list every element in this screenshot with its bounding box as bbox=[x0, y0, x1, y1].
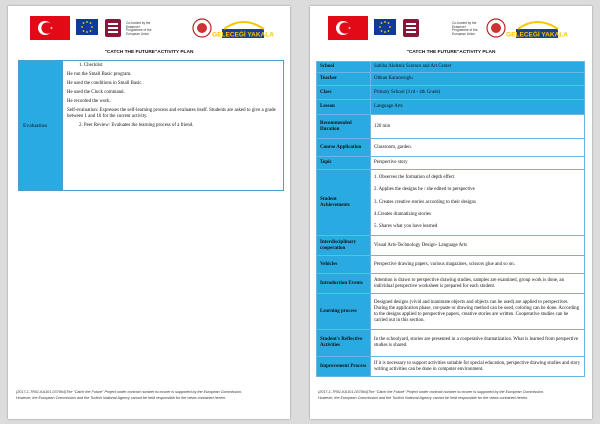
table-row bbox=[317, 236, 585, 256]
evaluation-label: Evaluation bbox=[19, 61, 63, 190]
footer-disclaimer: (2017-1-TR01-KA101-037964)The "Catch the Future" Project under contract number is=ncurer is supported by the European Commission. However, the European Commission and the Turkish National Agency cannot be held responsible for the views contained herein. bbox=[318, 390, 544, 400]
turkey-flag-icon bbox=[30, 16, 70, 40]
achievement-item: 5. Shares what you have learned bbox=[374, 224, 438, 230]
turkey-flag-icon bbox=[328, 16, 368, 40]
school-seal-icon bbox=[192, 18, 212, 38]
row-value: Perspective story bbox=[371, 157, 585, 170]
row-value: 120 min bbox=[371, 115, 585, 139]
row-value: Designed designs (vivid and inanimate objects and objects can be used) are applied to perspectives. During the application phase, cut-paste or drawing method can be used, coloring can be done. According to the designs applied to perspective papers, creative stories are written. Cooperative studies can be carried out in this section. bbox=[371, 294, 585, 330]
row-key: Class bbox=[317, 86, 371, 100]
row-key: Recommended Duration bbox=[317, 115, 371, 139]
row-key: Improvement Process bbox=[317, 357, 371, 377]
row-value: Visual Arts-Technology Design- Language Arts bbox=[371, 236, 585, 256]
achievement-item: 3. Creates creative stories according to their designs bbox=[374, 199, 476, 205]
page-title: "CATCH THE FUTURE"ACTIVITY PLAN bbox=[104, 50, 194, 55]
peer-review-text: 2. Peer Review: Evaluates the learning process of a friend. bbox=[79, 123, 194, 128]
checklist-line: He run the Small Basic program. bbox=[67, 72, 132, 77]
row-value: Sabiha Akdeniz Science and Art Center bbox=[371, 62, 585, 73]
achievements-key: Student Achievements bbox=[317, 170, 371, 236]
yakala-logo-text: GELECEĞİ YAKALA bbox=[212, 31, 274, 39]
row-key: Interdisciplinary cooperation bbox=[317, 236, 371, 256]
table-row bbox=[317, 294, 585, 330]
row-key: Topic bbox=[317, 157, 371, 170]
row-value: Primary School (3 rd - 4th Grade) bbox=[371, 86, 585, 100]
row-value: Perspective drawing papers, various magazines, scissors glue and so on. bbox=[371, 256, 585, 274]
row-key: School bbox=[317, 62, 371, 73]
page-right bbox=[310, 6, 592, 419]
table-row bbox=[317, 62, 585, 73]
table-row bbox=[317, 73, 585, 86]
evaluation-table bbox=[18, 60, 284, 191]
activity-plan-table bbox=[316, 61, 585, 377]
row-value: Attention is drawn to perspective drawing studies, samples are examined, group work is done, an individual perspective worksheet is prepared for each student. bbox=[371, 274, 585, 294]
row-key: Lesson bbox=[317, 100, 371, 115]
eu-flag-icon bbox=[374, 19, 396, 35]
logo-bar bbox=[8, 16, 290, 42]
row-value: In the schoolyard, stories are presented in a cooperative dramatization. What is learned from perspective studies is shared. bbox=[371, 330, 585, 357]
table-row bbox=[317, 170, 585, 236]
achievements-list bbox=[371, 170, 585, 236]
row-value: Language Arts bbox=[371, 100, 585, 115]
row-key: Course Application bbox=[317, 139, 371, 157]
table-row bbox=[317, 115, 585, 139]
erasmus-logo-icon bbox=[402, 18, 420, 38]
yakala-logo-icon bbox=[506, 17, 568, 39]
table-row bbox=[317, 274, 585, 294]
logo-bar bbox=[310, 16, 592, 42]
erasmus-logo-icon bbox=[104, 18, 122, 38]
row-key: Teacher bbox=[317, 73, 371, 86]
yakala-logo-icon bbox=[212, 17, 274, 39]
checklist-heading: 1. Checklist bbox=[79, 63, 103, 68]
checklist-line: He recorded the work. bbox=[67, 99, 111, 104]
achievement-item: 1. Observes the formation of depth effect bbox=[374, 174, 455, 180]
eu-flag-icon bbox=[76, 19, 98, 35]
row-value: If it is necessary to support activities suitable for special education, perspective drawing studies and story writing activities can be done in computer environment. bbox=[371, 357, 585, 377]
school-seal-icon bbox=[486, 18, 506, 38]
yakala-logo-text: GELECEĞİ YAKALA bbox=[506, 31, 568, 39]
checklist-line: He used the Clock command. bbox=[67, 90, 125, 95]
page-left bbox=[8, 6, 290, 419]
row-key: Learning process bbox=[317, 294, 371, 330]
table-row bbox=[317, 139, 585, 157]
checklist-line: He used the conditions in Small Basic. bbox=[67, 81, 143, 86]
footer-disclaimer: (2017-1-TR01-KA101-037964)The "Catch the Future" Project under contract number is=ncurer is supported by the European Commission. However, the European Commission and the Turkish National Agency cannot be held responsible for the views contained herein. bbox=[16, 390, 242, 400]
row-value: Oltkan Karaceroglu bbox=[371, 73, 585, 86]
table-row bbox=[317, 86, 585, 100]
cofund-text: Co-funded by the Erasmus+ Programme of the European Union bbox=[126, 21, 152, 36]
table-row bbox=[317, 330, 585, 357]
row-key: Vehicles bbox=[317, 256, 371, 274]
evaluation-content bbox=[63, 61, 283, 190]
table-row bbox=[317, 100, 585, 115]
page-title: "CATCH THE FUTURE"ACTIVITY PLAN bbox=[406, 50, 496, 55]
row-key: Student's Reflective Activities bbox=[317, 330, 371, 357]
achievement-item: 4.Creates dramatizing stories bbox=[374, 211, 431, 217]
table-row bbox=[317, 157, 585, 170]
self-evaluation-text: Self-evaluation: Expresses the self-learning process and evaluates itself. Students are asked to give a grade between 1 and 10 for the current activity. bbox=[67, 108, 276, 119]
table-row bbox=[317, 256, 585, 274]
cofund-text: Co-funded by the Erasmus+ Programme of the European Union bbox=[452, 21, 478, 36]
row-value: Classroom, garden. bbox=[371, 139, 585, 157]
row-key: Introduction Events bbox=[317, 274, 371, 294]
table-row bbox=[317, 357, 585, 377]
achievement-item: 2. Applies the designs he / she edited to perspective bbox=[374, 187, 475, 193]
